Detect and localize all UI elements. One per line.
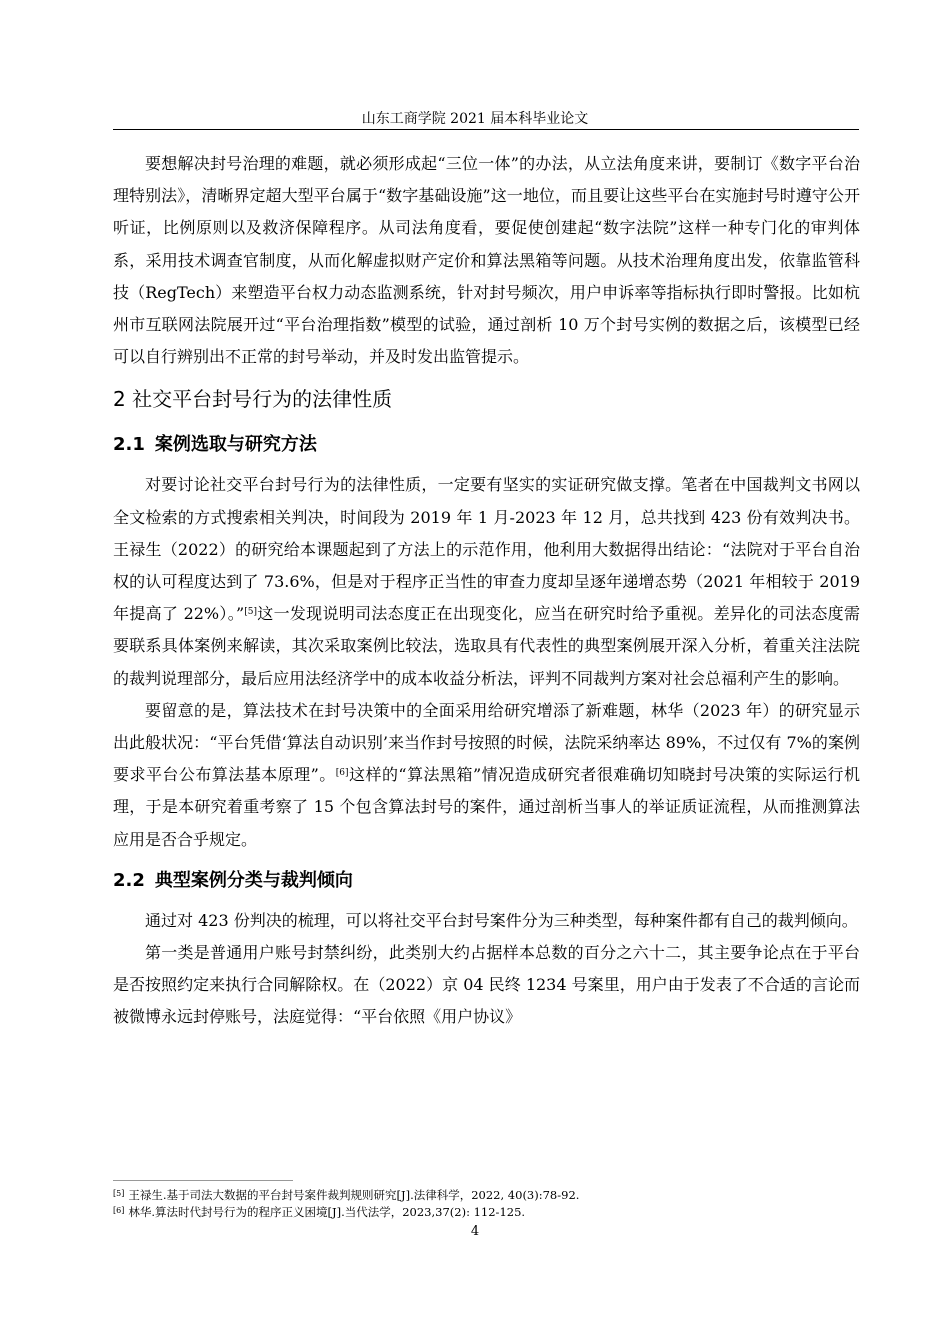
paragraph-methods	[113, 469, 860, 694]
footnote-mark: [6]	[113, 1206, 125, 1215]
paragraph-governance: 要想解决封号治理的难题，就必须形成起“三位一体”的办法，从立法角度来讲，要制订《数字平台治理特别法》，清晰界定超大型平台属于“数字基础设施”这一地位，而且要让这些平台在实施封号时遵守公开听证，比例原则以及救济保障程序。从司法角度看，要促使创建起“数字法院”这样一种专门化的审判体系，采用技术调查官制度，从而化解虚拟财产定价和算法黑箱等问题。从技术治理角度出发，依靠监管科技（RegTech）来塑造平台权力动态监测系统，针对封号频次，用户申诉率等指标执行即时警报。比如杭州市互联网法院展开过“平台治理指数”模型的试验，通过剖析 10 万个封号实例的数据之后，该模型已经可以自行辨别出不正常的封号举动，并及时发出监管提示。	[113, 154, 860, 367]
citation-marker-5: [5]	[244, 607, 257, 618]
paragraph-classification: 通过对 423 份判决的梳理，可以将社交平台封号案件分为三种类型，每种案件都有自己的裁判倾向。	[145, 910, 858, 930]
paragraph-text: 要留意的是，算法技术在封号决策中的全面采用给研究增添了新难题，林华（2023 年）的研究显示出此般状况：“平台凭借‘算法自动识别’来当作封号按照的时候，法院采纳率达 89%，不过仅有 7%的案例要求平台公布算法基本原理”。	[113, 700, 860, 785]
paragraph-text: 这样的“算法黑箱”情况造成研究者很难确切知晓封号决策的实际运行机理，于是本研究着重考察了 15 个包含算法封号的案件，通过剖析当事人的举证质证流程，从而推测算法应用是否合乎规定。	[113, 765, 860, 849]
body-text	[113, 148, 860, 1034]
footnote-text: 王禄生.基于司法大数据的平台封号案件裁判规则研究[J].法律科学，2022, 40(3):78-92.	[128, 1188, 580, 1202]
footnote-6	[113, 1204, 860, 1221]
paragraph-first-type: 第一类是普通用户账号封禁纠纷，此类别大约占据样本总数的百分之六十二，其主要争论点在于平台是否按照约定来执行合同解除权。在（2022）京 04 民终 1234 号案里，用户由于发表了不合适的言论而被微博永远封停账号，法庭觉得：“平台依照《用户协议》	[113, 943, 860, 1027]
section-heading-2: 2 社交平台封号行为的法律性质	[113, 387, 393, 412]
footnotes	[113, 1187, 860, 1221]
running-header: 山东工商学院 2021 届本科毕业论文	[361, 111, 589, 127]
subsection-heading-2-1	[113, 426, 860, 464]
footnote-mark: [5]	[113, 1189, 125, 1198]
subsection-heading-2-2	[113, 862, 860, 900]
page-number: 4	[470, 1224, 480, 1239]
citation-marker-6: [6]	[335, 768, 349, 779]
footnote-text: 林华.算法时代封号行为的程序正义困境[J].当代法学，2023,37(2): 112-125.	[128, 1205, 526, 1219]
footnote-divider	[113, 1180, 293, 1181]
subsection-title: 典型案例分类与裁判倾向	[154, 869, 353, 891]
footnote-5	[113, 1187, 860, 1204]
header-divider	[113, 129, 859, 130]
subsection-number: 2.2	[113, 869, 145, 891]
paragraph-text: 对要讨论社交平台封号行为的法律性质，一定要有坚实的实证研究做支撑。笔者在中国裁判文书网以全文检索的方式搜索相关判决，时间段为 2019 年 1 月-2023 年 12 月，总共找到 423 份有效判决书。王禄生（2022）的研究给本课题起到了方法上的示范作用，他利用大数据得出结论：“法院对于平台自治权的认可程度达到了 73.6%，但是对于程序正当性的审查力度却呈逐年递增态势（2021 年相较于 2019 年提高了 22%）。”	[113, 475, 860, 624]
subsection-number: 2.1	[113, 434, 145, 456]
subsection-title: 案例选取与研究方法	[154, 434, 317, 456]
paragraph-algorithm	[113, 695, 860, 856]
paragraph-text: 这一发现说明司法态度正在出现变化，应当在研究时给予重视。差异化的司法态度需要联系具体案例来解读，其次采取案例比较法，选取具有代表性的典型案例展开深入分析，着重关注法院的裁判说理部分，最后应用法经济学中的成本收益分析法，评判不同裁判方案对社会总福利产生的影响。	[113, 604, 860, 688]
